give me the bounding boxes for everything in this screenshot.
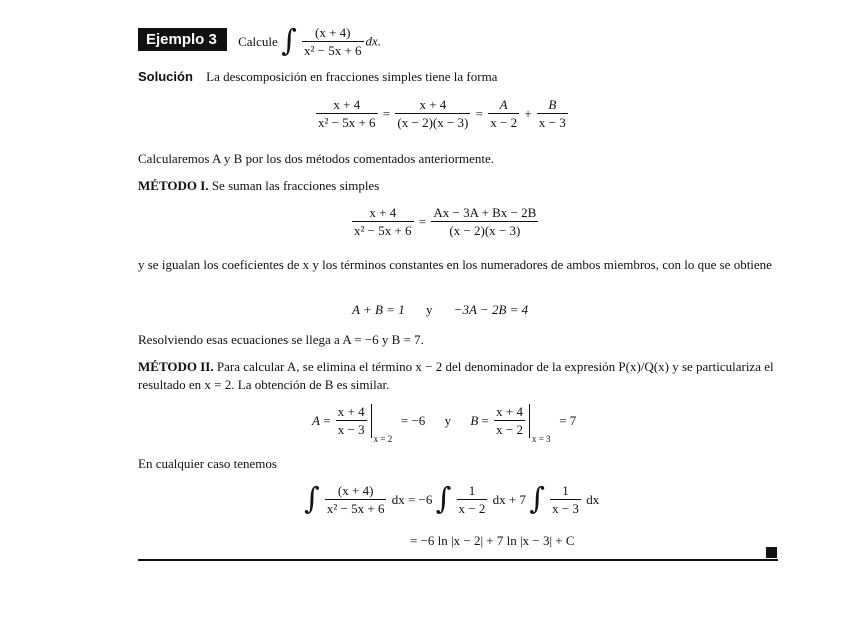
final-integral: ∫ $\frac{(x + 4)}{\text{x² − 5x + 6}}$ dx = −6 ∫ $\frac{1}{x - 2}$ dx + 7 ∫ $\frac{1}{x - 3}$ dx	[304, 481, 600, 517]
solution-label: Solución	[138, 69, 193, 84]
example-statement: Ejemplo 3 Calcule ∫ $\frac{(x + 4)}{\text{x² − 5x + 6}}$ dx.	[138, 24, 381, 59]
example-tag: Ejemplo 3	[138, 28, 227, 51]
solution-intro: Solución La descomposición en fracciones simples tiene la forma	[138, 69, 498, 84]
evaluation-bar: x = 3	[529, 404, 556, 438]
equation-system: A + B = 1 y −3A − 2B = 4	[352, 302, 529, 317]
method1-paragraph: y se igualan los coeficientes de x y los términos constantes en los numeradores de ambos miembros, con lo que se obtiene	[138, 257, 772, 272]
decomposition-equation: $\frac{x + 4}{\text{x² − 5x + 6}}$ = $\frac{x + 4}{(x - 2)(x - 3)}$ = $\frac{A}{x - 2}$ + $\frac{B}{x - 3}$	[318, 97, 566, 130]
evaluation-bar: x = 2	[371, 404, 398, 438]
method2-equation: A = $\frac{x + 4}{x - 3}$ x = 2 = −6 y B = $\frac{x + 4}{x - 2}$ x = 3 = 7	[312, 404, 577, 444]
final-result: = −6 ln |x − 2| + 7 ln |x − 3| + C	[410, 533, 575, 548]
end-of-example-square	[766, 547, 777, 558]
conclusion-text: En cualquier caso tenemos	[138, 456, 277, 471]
method2-paragraph: MÉTODO II. Para calcular A, se elimina el término x − 2 del denominador de la expresión P(x)/Q(x) y se particulariza el resultado en x = 2. La obtención de B es similar.	[138, 359, 774, 392]
bottom-rule	[138, 559, 778, 561]
example-integrand: $\frac{(x + 4)}{\text{x² − 5x + 6}}$	[303, 25, 362, 58]
method1-heading: MÉTODO I. Se suman las fracciones simples	[138, 178, 380, 193]
integral-sign: ∫	[281, 23, 297, 59]
calc-line: Calcularemos A y B por los dos métodos comentados anteriormente.	[138, 151, 494, 166]
method1-equation: $\frac{x + 4}{\text{x² − 5x + 6}}$ = $\frac{Ax - 3A + Bx - 2B}{(x - 2)(x - 3)}$	[354, 205, 537, 238]
method1-result: Resolviendo esas ecuaciones se llega a A = −6 y B = 7.	[138, 332, 424, 347]
example-prompt: Calcule	[238, 33, 278, 49]
